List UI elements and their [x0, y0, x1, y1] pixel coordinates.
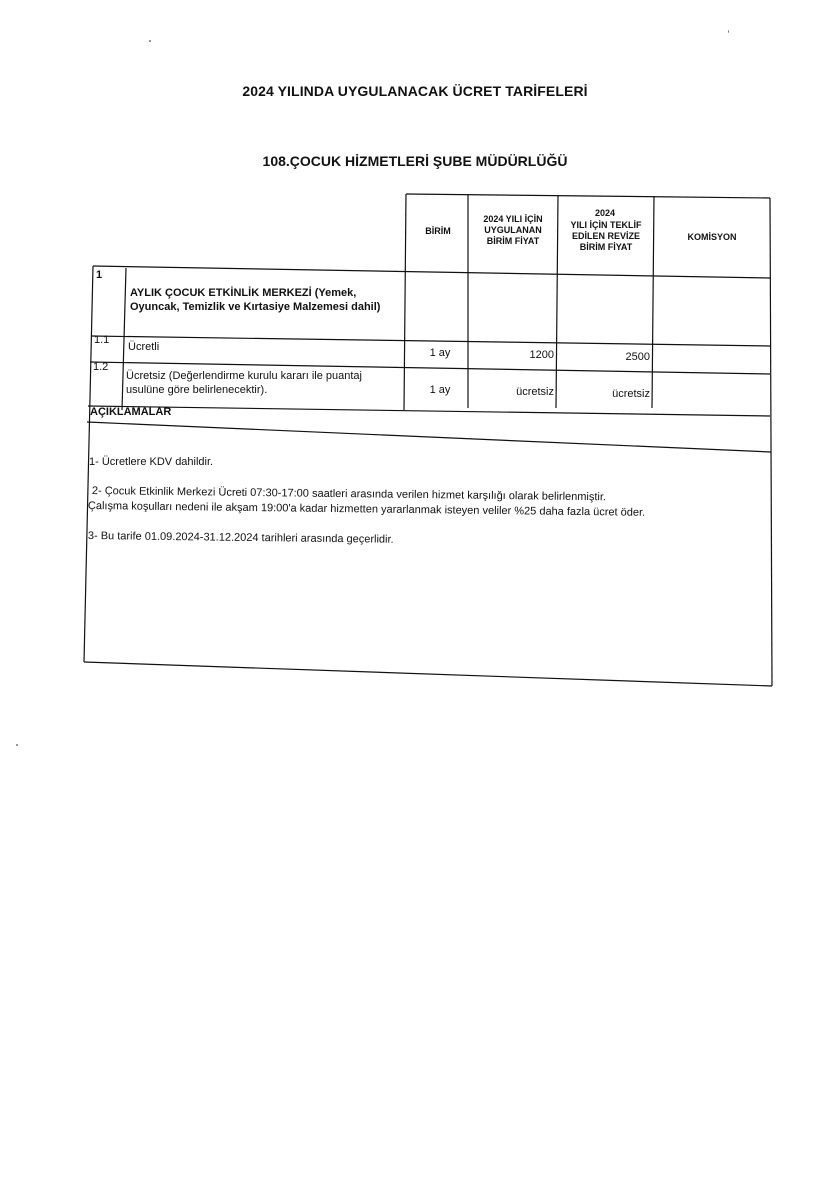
scan-speck	[16, 744, 18, 746]
header-proposed-year: 2024	[594, 208, 616, 218]
scan-speck	[728, 30, 729, 33]
row-number: 1.2	[93, 361, 109, 373]
scan-speck	[149, 40, 151, 42]
row-description: Ücretsiz (Değerlendirme kurulu kararı ile puantaj usulüne göre belirlenecektir).	[126, 370, 362, 396]
row-unit: 1 ay	[429, 384, 451, 396]
note-validity: 3- Bu tarife 01.09.2024-31.12.2024 tarihleri arasında geçerlidir.	[87, 529, 394, 546]
row-proposed-price: ücretsiz	[612, 388, 650, 400]
header-unit: BİRİM	[425, 226, 451, 236]
row-applied-price: ücretsiz	[516, 386, 554, 398]
row-number: 1.1	[94, 334, 110, 346]
header-proposed-price: YILI İÇİN TEKLİF EDİLEN REVİZE BİRİM FİYAT	[570, 220, 642, 252]
header-applied-price: 2024 YILI İÇİN UYGULANAN BİRİM FİYAT	[483, 214, 543, 246]
header-commission: KOMİSYON	[687, 232, 737, 242]
row-proposed-price: 2500	[625, 351, 650, 363]
row-applied-price: 1200	[529, 349, 554, 361]
document-title: 2024 YILINDA UYGULANACAK ÜCRET TARİFELERİ	[242, 83, 588, 99]
section-title: AYLIK ÇOCUK ETKİNLİK MERKEZİ (Yemek, Oyuncak, Temizlik ve Kırtasiye Malzemesi dahil)	[130, 287, 381, 313]
row-description: Ücretli	[128, 341, 160, 353]
explanations-label: AÇIKLAMALAR	[90, 406, 172, 418]
note-hours: 2- Çocuk Etkinlik Merkezi Ücreti 07:30-17:00 saatleri arasında verilen hizmet karşılığı olarak belirlenmiştir.	[91, 484, 607, 504]
department-title: 108.ÇOCUK HİZMETLERİ ŞUBE MÜDÜRLÜĞÜ	[262, 153, 568, 169]
row-unit: 1 ay	[429, 347, 451, 359]
note-extended-hours: Çalışma koşulları nedeni ile akşam 19:00'a kadar hizmetten yararlanmak isteyen veliler %25 daha fazla ücret öder.	[87, 499, 646, 519]
section-number: 1	[96, 269, 103, 281]
note-vat: 1- Ücretlere KDV dahildir.	[89, 456, 214, 468]
